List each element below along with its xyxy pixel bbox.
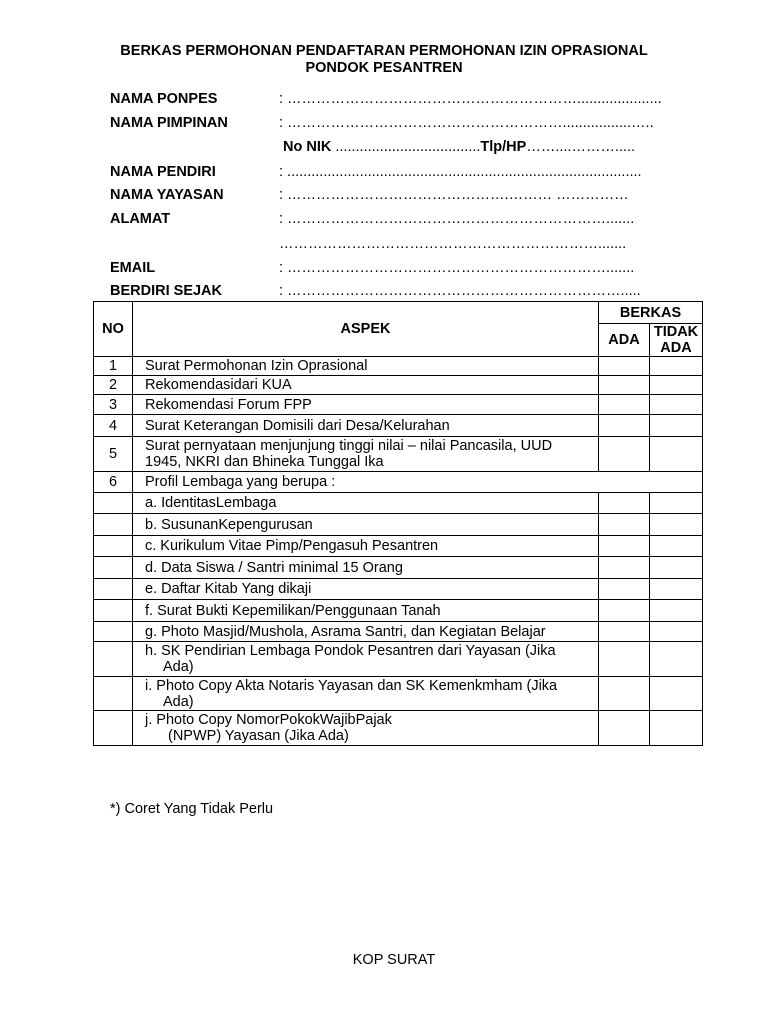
table-sub-row [94, 677, 703, 711]
tidak-ada-checkbox-cell[interactable] [650, 600, 703, 622]
ada-checkbox-cell[interactable] [599, 557, 650, 579]
ada-checkbox-cell[interactable] [599, 514, 650, 536]
field-label: NAMA PENDIRI [110, 164, 216, 180]
table-row [94, 437, 703, 472]
berkas-table [93, 301, 703, 746]
tidak-ada-checkbox-cell[interactable] [650, 437, 703, 472]
table-sub-row [94, 642, 703, 677]
nik-label: No NIK [283, 139, 332, 155]
table-sub-row [94, 493, 703, 514]
table-sub-row [94, 557, 703, 579]
ada-checkbox-cell[interactable] [599, 600, 650, 622]
header-no: NO [94, 302, 133, 357]
table-sub-row [94, 622, 703, 642]
ada-checkbox-cell[interactable] [599, 579, 650, 600]
tidak-ada-checkbox-cell[interactable] [650, 376, 703, 395]
row-text: Profil Lembaga yang berupa : [133, 472, 703, 493]
sub-row-text: e. Daftar Kitab Yang dikaji [133, 579, 599, 600]
table-row [94, 395, 703, 415]
sub-row-text: h. SK Pendirian Lembaga Pondok Pesantren dari Yayasan (Jika Ada) [133, 642, 599, 677]
tidak-ada-checkbox-cell[interactable] [650, 622, 703, 642]
table-sub-row [94, 600, 703, 622]
row-number: 1 [94, 357, 133, 376]
field-label: NAMA PONPES [110, 91, 218, 107]
field-value: : ……………………………………………………..................... [279, 91, 662, 107]
tidak-ada-checkbox-cell[interactable] [650, 395, 703, 415]
row-number: 5 [94, 437, 133, 472]
table-sub-row [94, 514, 703, 536]
ada-checkbox-cell[interactable] [599, 376, 650, 395]
tlp-label: Tlp/HP [480, 139, 527, 155]
tidak-ada-checkbox-cell[interactable] [650, 415, 703, 437]
table-sub-row [94, 711, 703, 746]
sub-row-text: f. Surat Bukti Kepemilikan/Penggunaan Tanah [133, 600, 599, 622]
field-value: …………………………………………………………....... [279, 236, 627, 252]
field-value: : …………………………………………………………....... [279, 211, 635, 227]
row-text: Rekomendasidari KUA [133, 376, 599, 395]
sub-row-text: j. Photo Copy NomorPokokWajibPajak (NPWP) Yayasan (Jika Ada) [133, 711, 599, 746]
nik-line [283, 137, 635, 157]
ada-checkbox-cell[interactable] [599, 536, 650, 557]
header-tidak-ada: TIDAK ADA [650, 324, 703, 357]
ada-checkbox-cell[interactable] [599, 357, 650, 376]
row-number: 3 [94, 395, 133, 415]
field-label: NAMA YAYASAN [110, 187, 224, 203]
table-row [94, 376, 703, 395]
sub-row-text: g. Photo Masjid/Mushola, Asrama Santri, dan Kegiatan Belajar [133, 622, 599, 642]
table-sub-row [94, 579, 703, 600]
row-number: 4 [94, 415, 133, 437]
table-row [94, 472, 703, 493]
tidak-ada-checkbox-cell[interactable] [650, 514, 703, 536]
ada-checkbox-cell[interactable] [599, 642, 650, 677]
title-line-1: BERKAS PERMOHONAN PENDAFTARAN PERMOHONAN IZIN OPRASIONAL [120, 43, 648, 59]
row-text: Surat pernyataan menjunjung tinggi nilai – nilai Pancasila, UUD 1945, NKRI dan Bhineka Tunggal Ika [133, 437, 599, 472]
tidak-ada-checkbox-cell[interactable] [650, 557, 703, 579]
row-text: Surat Keterangan Domisili dari Desa/Kelurahan [133, 415, 599, 437]
tidak-ada-checkbox-cell[interactable] [650, 642, 703, 677]
field-value: : ........................................................................................ [279, 164, 642, 180]
sub-row-text: d. Data Siswa / Santri minimal 15 Orang [133, 557, 599, 579]
tidak-ada-checkbox-cell[interactable] [650, 536, 703, 557]
document-title [0, 43, 768, 77]
title-line-2: PONDOK PESANTREN [305, 60, 463, 76]
field-label: NAMA PIMPINAN [110, 115, 228, 131]
field-label: EMAIL [110, 260, 156, 276]
field-label: ALAMAT [110, 211, 171, 227]
tidak-ada-checkbox-cell[interactable] [650, 579, 703, 600]
ada-checkbox-cell[interactable] [599, 437, 650, 472]
table-sub-row [94, 536, 703, 557]
ada-checkbox-cell[interactable] [599, 622, 650, 642]
row-number: 2 [94, 376, 133, 395]
header-aspek: ASPEK [133, 302, 599, 357]
field-value: : …………………………………………………………....... [279, 260, 635, 276]
ada-checkbox-cell[interactable] [599, 711, 650, 746]
ada-checkbox-cell[interactable] [599, 493, 650, 514]
header-ada: ADA [599, 324, 650, 357]
kop-surat-label: KOP SURAT [352, 952, 436, 968]
tidak-ada-checkbox-cell[interactable] [650, 711, 703, 746]
field-value: : ……………………………………….……… …………… [279, 187, 629, 203]
row-text: Surat Permohonan Izin Oprasional [133, 357, 599, 376]
tidak-ada-checkbox-cell[interactable] [650, 357, 703, 376]
sub-row-text: a. IdentitasLembaga [133, 493, 599, 514]
tlp-dots: ……....………..... [526, 139, 636, 155]
table-row [94, 357, 703, 376]
row-text: Rekomendasi Forum FPP [133, 395, 599, 415]
sub-row-text: c. Kurikulum Vitae Pimp/Pengasuh Pesantren [133, 536, 599, 557]
tidak-ada-checkbox-cell[interactable] [650, 493, 703, 514]
tidak-ada-checkbox-cell[interactable] [650, 677, 703, 711]
footnote: *) Coret Yang Tidak Perlu [110, 801, 274, 817]
field-label: BERDIRI SEJAK [110, 283, 222, 299]
nik-dots: .................................... [331, 139, 481, 155]
ada-checkbox-cell[interactable] [599, 415, 650, 437]
table-row [94, 415, 703, 437]
ada-checkbox-cell[interactable] [599, 677, 650, 711]
sub-row-text: i. Photo Copy Akta Notaris Yayasan dan SK Kemenkmham (Jika Ada) [133, 677, 599, 711]
field-value: : ………………………………………………….................….. [279, 115, 654, 131]
header-berkas: BERKAS [599, 302, 703, 324]
row-number: 6 [94, 472, 133, 493]
sub-row-text: b. SusunanKepengurusan [133, 514, 599, 536]
ada-checkbox-cell[interactable] [599, 395, 650, 415]
field-value: : ……………………………………………………………..... [279, 283, 641, 299]
